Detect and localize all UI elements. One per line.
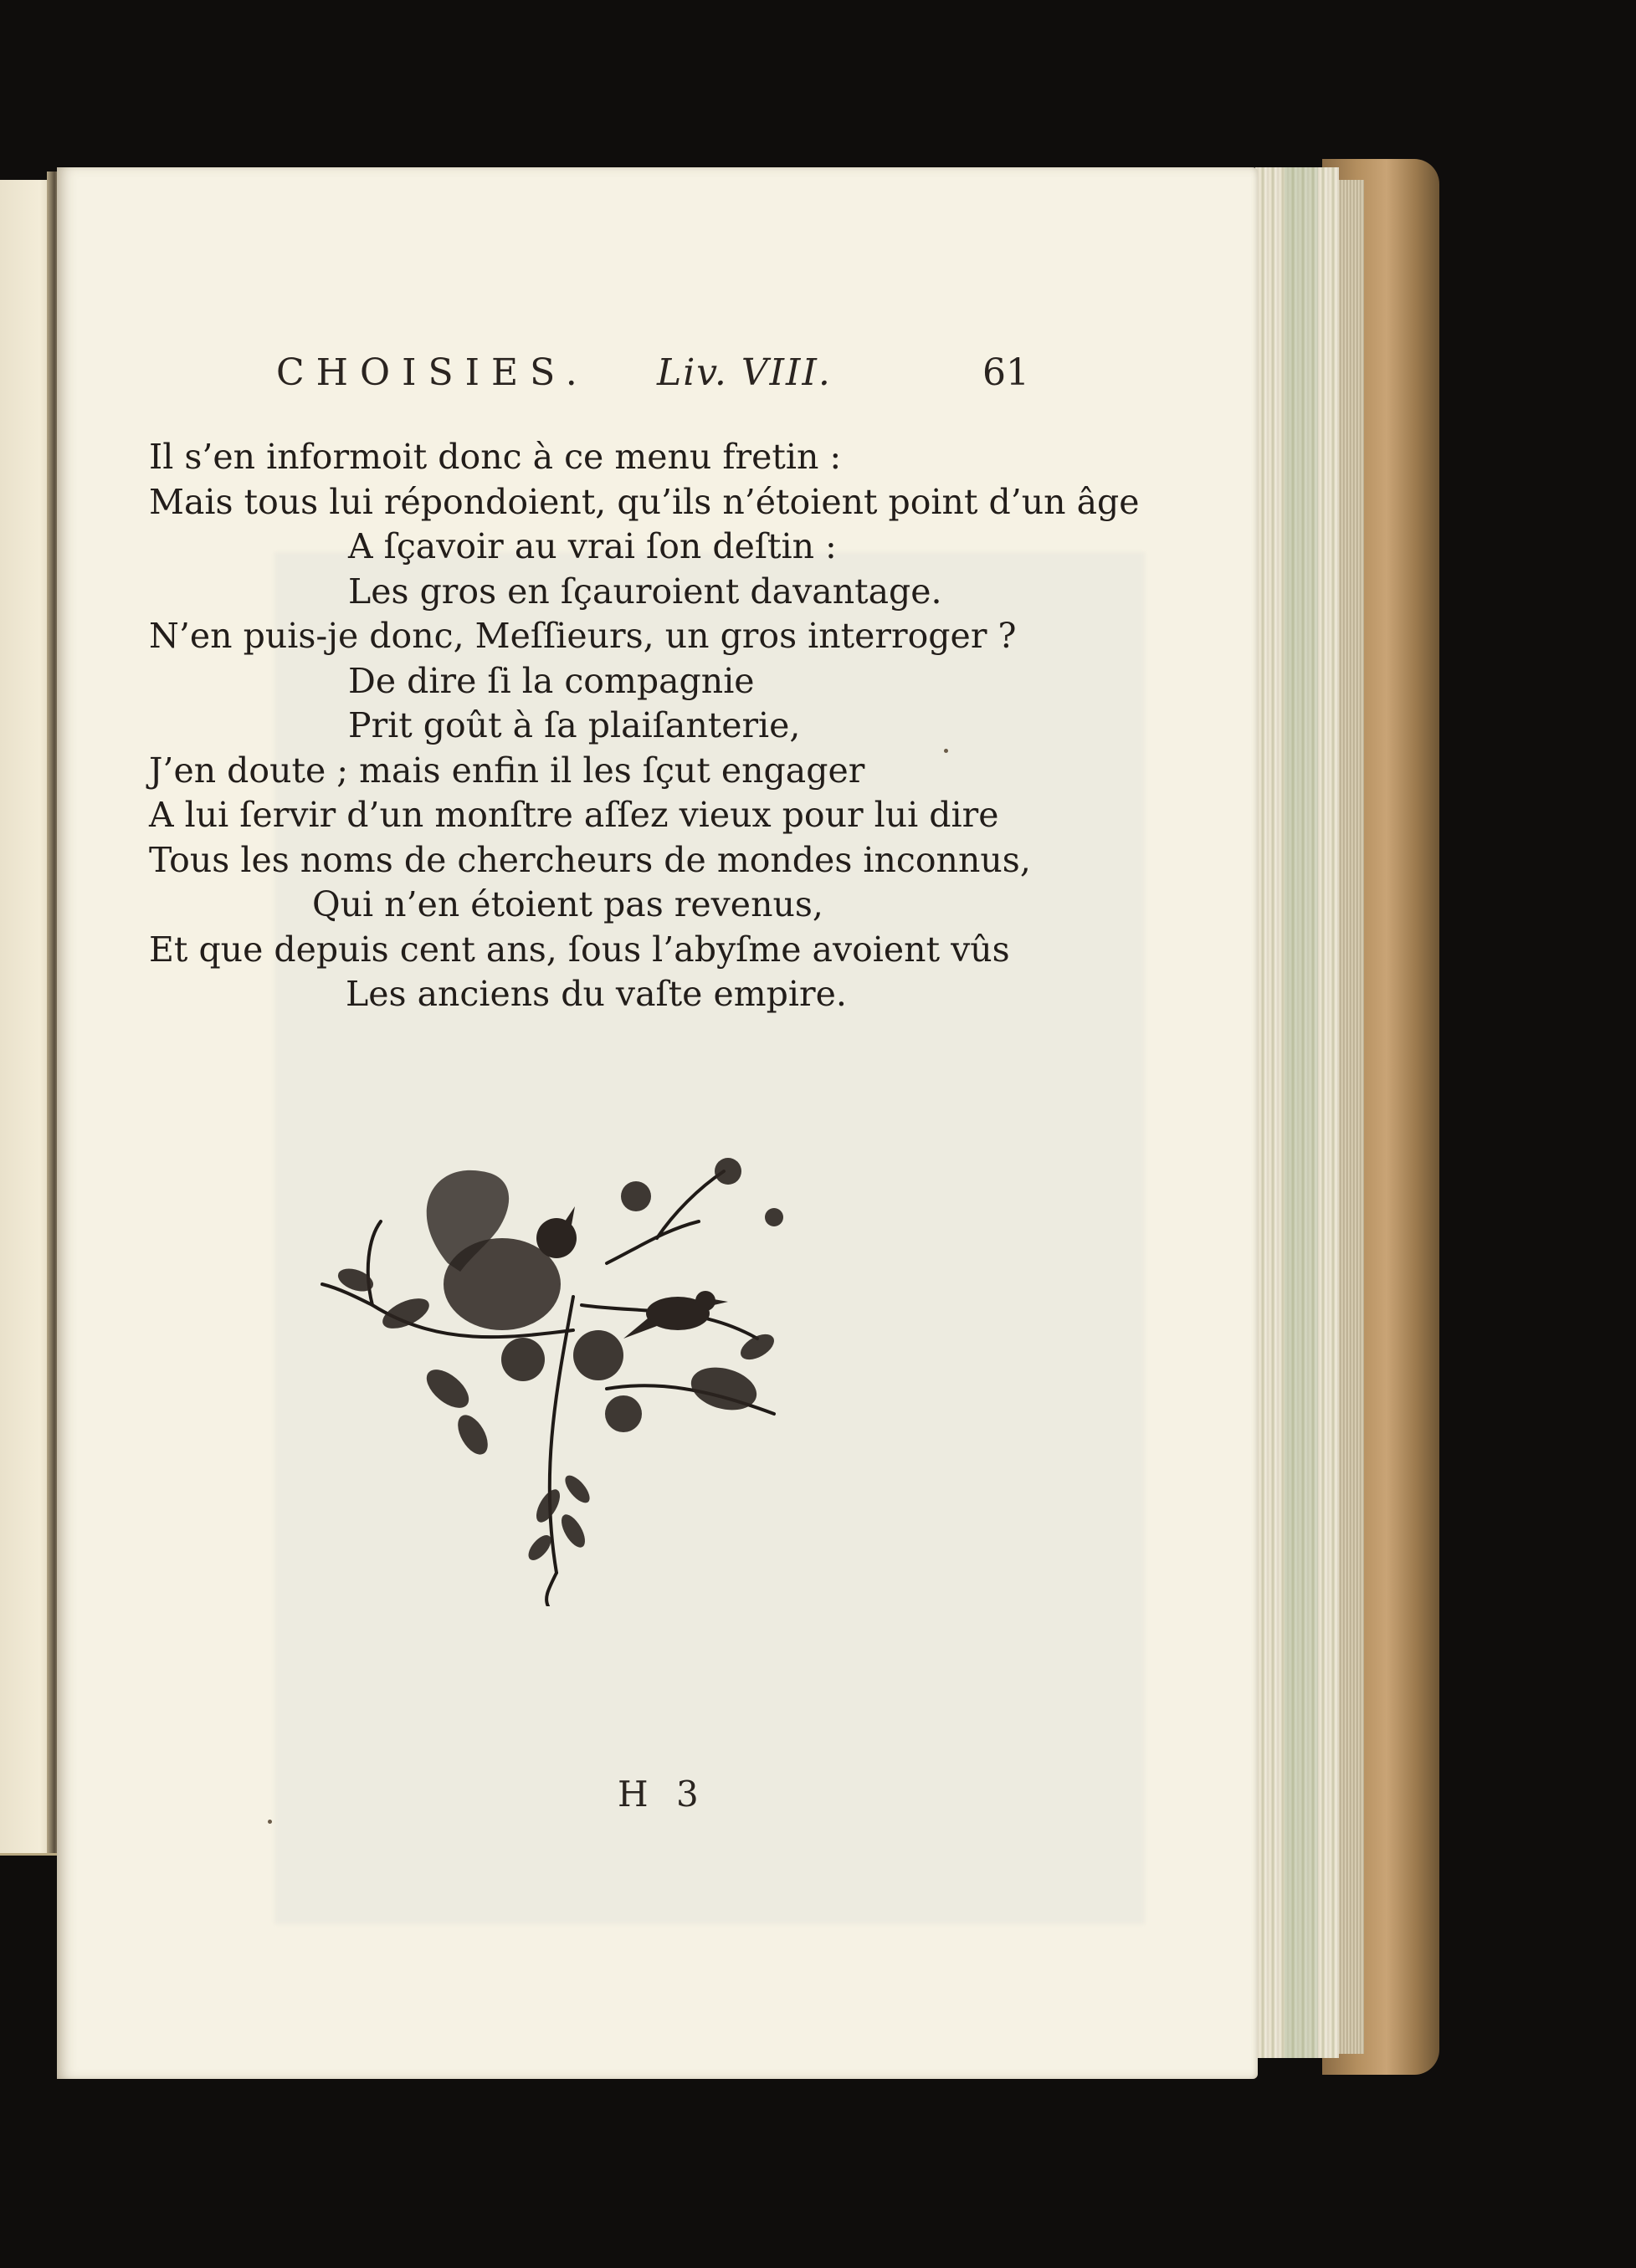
verse-line: Tous les noms de chercheurs de mondes inconnus, [149,839,1031,880]
verse-block [149,435,1140,1017]
verse-line: J’en doute ; mais enfin il les ſçut engager [149,750,865,791]
verse-line: A lui ſervir d’un monſtre aſſez vieux pour lui dire [149,795,999,835]
verse-line: Il s’en informoit donc à ce menu fretin : [149,437,842,477]
running-title: CHOISIES. [276,351,589,394]
verse-line: Les anciens du vaſte empire. [346,974,847,1014]
verse-line: Qui n’en étoient pas revenus, [312,884,823,924]
signature-mark: H 3 [618,1774,707,1815]
page-block-tint [1285,167,1318,2058]
squirrel-bird-floral-vignette-icon [305,1138,841,1606]
verse-line: Les gros en ſçauroient davantage. [348,571,942,612]
verse-line: N’en puis-je donc, Meſſieurs, un gros interroger ? [149,616,1017,656]
verse-line: A ſçavoir au vrai ſon deſtin : [348,526,837,566]
page-header [276,351,1029,402]
page-number: 61 [982,351,1029,394]
cover-edge [1339,180,1364,2054]
verse-line: Prit goût à ſa plaiſanterie, [348,705,801,745]
verse-line: Et que depuis cent ans, ſous l’abyſme avoient vûs [149,929,1010,970]
verse-line: Mais tous lui répondoient, qu’ils n’étoient point d’un âge [149,481,1140,522]
book-reference: Liv. VIII. [657,351,832,394]
paper-speck [268,1820,272,1824]
verse-line: De dire ſi la compagnie [348,660,755,701]
